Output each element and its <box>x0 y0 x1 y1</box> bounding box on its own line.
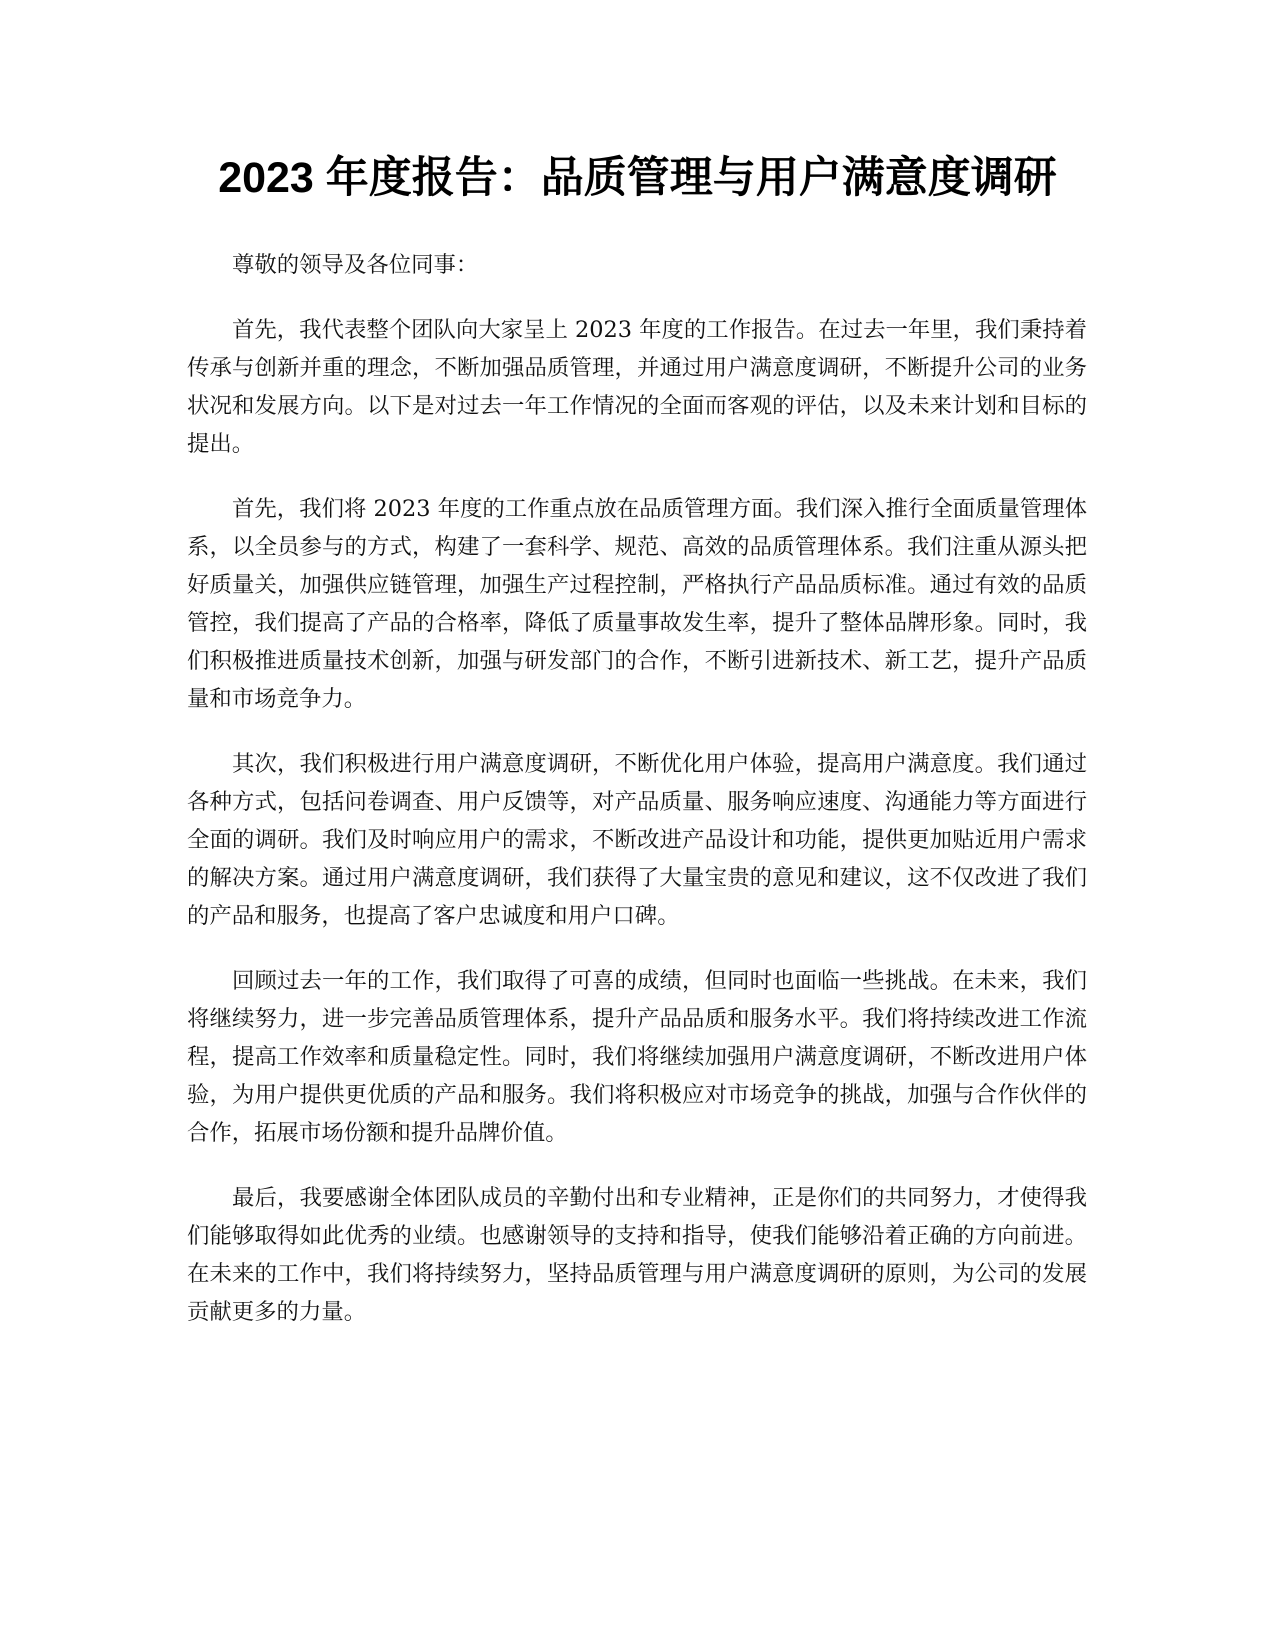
paragraph-thanks: 最后，我要感谢全体团队成员的辛勤付出和专业精神，正是你们的共同努力，才使得我们能够取得如此优秀的业绩。也感谢领导的支持和指导，使我们能够沿着正确的方向前进。在未来的工作中，我们将持续努力，坚持品质管理与用户满意度调研的原则，为公司的发展贡献更多的力量。 <box>187 1185 1087 1325</box>
salutation: 尊敬的领导及各位同事： <box>232 252 479 278</box>
document-title: 2023 年度报告：品质管理与用户满意度调研 <box>218 154 1057 202</box>
paragraph-quality-management: 首先，我们将 2023 年度的工作重点放在品质管理方面。我们深入推行全面质量管理体系，以全员参与的方式，构建了一套科学、规范、高效的品质管理体系。我们注重从源头把好质量关，加强供应链管理，加强生产过程控制，严格执行产品品质标准。通过有效的品质管控，我们提高了产品的合格率，降低了质量事故发生率，提升了整体品牌形象。同时，我们积极推进质量技术创新，加强与研发部门的合作，不断引进新技术、新工艺，提升产品质量和市场竞争力。 <box>187 496 1087 712</box>
paragraph-satisfaction-survey: 其次，我们积极进行用户满意度调研，不断优化用户体验，提高用户满意度。我们通过各种方式，包括问卷调查、用户反馈等，对产品质量、服务响应速度、沟通能力等方面进行全面的调研。我们及时响应用户的需求，不断改进产品设计和功能，提供更加贴近用户需求的解决方案。通过用户满意度调研，我们获得了大量宝贵的意见和建议，这不仅改进了我们的产品和服务，也提高了客户忠诚度和用户口碑。 <box>187 751 1087 929</box>
paragraph-review-outlook: 回顾过去一年的工作，我们取得了可喜的成绩，但同时也面临一些挑战。在未来，我们将继续努力，进一步完善品质管理体系，提升产品品质和服务水平。我们将持续改进工作流程，提高工作效率和质量稳定性。同时，我们将继续加强用户满意度调研，不断改进用户体验，为用户提供更优质的产品和服务。我们将积极应对市场竞争的挑战，加强与合作伙伴的合作，拓展市场份额和提升品牌价值。 <box>187 968 1087 1146</box>
document-body <box>187 246 1087 1358</box>
paragraph-intro: 首先，我代表整个团队向大家呈上 2023 年度的工作报告。在过去一年里，我们秉持着传承与创新并重的理念，不断加强品质管理，并通过用户满意度调研，不断提升公司的业务状况和发展方向。以下是对过去一年工作情况的全面而客观的评估，以及未来计划和目标的提出。 <box>187 317 1087 457</box>
